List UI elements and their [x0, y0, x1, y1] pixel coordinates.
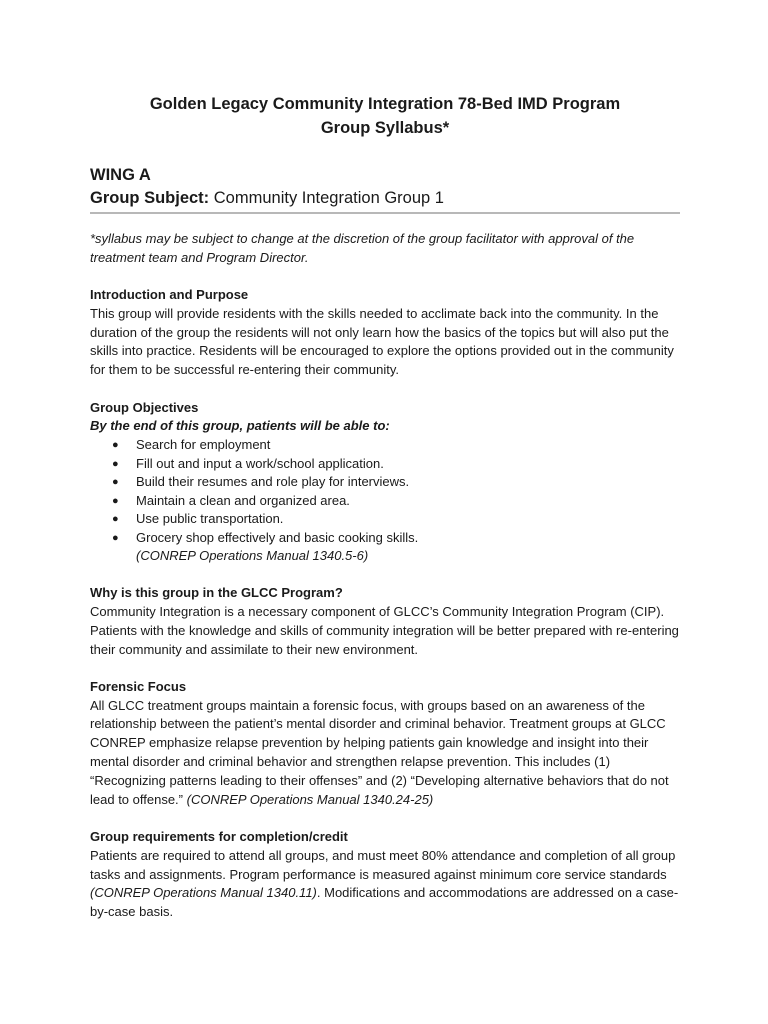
wing-label: WING A — [90, 166, 151, 184]
objectives-list — [90, 436, 680, 547]
objectives-heading: Group Objectives — [90, 399, 199, 415]
why-text: Community Integration is a necessary component of GLCC’s Community Integration Program (CIP). Patients with the knowledge and skills of community integration will be better prepared with re-entering their community and assimilate to their new environment. — [90, 603, 679, 657]
forensic-text — [90, 697, 680, 810]
list-item: ● Search for employment — [112, 436, 680, 455]
disclaimer-text: *syllabus may be subject to change at the discretion of the group facilitator with approval of the treatment team and Program Director. — [90, 231, 635, 265]
forensic-body: All GLCC treatment groups maintain a forensic focus, with groups based on an awareness of the relationship between the patient’s mental disorder and criminal behavior. Treatment groups at GLCC CONREP emphasize relapse prevention by helping patients gain knowledge and insight into their mental disorder and criminal behavior and strengthen relapse prevention. This includes (1) “Recognizing patterns leading to their offenses” and (2) “Developing alternative behaviors that do not lead to offense.” — [90, 697, 669, 807]
bullet-icon: ● — [112, 531, 119, 544]
list-item: ● Build their resumes and role play for interviews. — [112, 473, 680, 492]
group-subject — [90, 186, 680, 214]
syllabus-page — [90, 92, 680, 922]
list-item: ● Maintain a clean and organized area. — [112, 492, 680, 511]
bullet-icon: ● — [112, 494, 119, 507]
objectives-lead: By the end of this group, patients will be able to: — [90, 418, 390, 434]
why-heading: Why is this group in the GLCC Program? — [90, 585, 343, 601]
bullet-icon: ● — [112, 513, 119, 526]
list-item: ● Grocery shop effectively and basic cooking skills. — [112, 529, 680, 548]
requirements-tail: . Modifications and accommodations are addressed on a case-by-case basis. — [90, 885, 679, 920]
forensic-citation: (CONREP Operations Manual 1340.24-25) — [186, 791, 434, 807]
list-item: ● Use public transportation. — [112, 510, 680, 529]
group-subject-label: Group Subject: — [90, 189, 210, 207]
requirements-text — [90, 847, 680, 922]
requirements-heading: Group requirements for completion/credit — [90, 828, 348, 844]
title-line-1: Golden Legacy Community Integration 78-Bed IMD Program — [149, 95, 621, 113]
document-title — [90, 92, 680, 140]
list-item: ● Fill out and input a work/school application. — [112, 455, 680, 474]
group-subject-value: Community Integration Group 1 — [213, 189, 444, 207]
objectives-citation: (CONREP Operations Manual 1340.5-6) — [136, 548, 369, 564]
requirements-citation: (CONREP Operations Manual 1340.11) — [90, 885, 317, 901]
title-line-2: Group Syllabus* — [320, 119, 450, 137]
forensic-heading: Forensic Focus — [90, 678, 187, 694]
introduction-text: This group will provide residents with the skills needed to acclimate back into the community. In the duration of the group the residents will not only learn how the basics of the topics but will also put the skills into practice. Residents will be encouraged to explore the options provided out in the community for them to be successful re-entering their community. — [90, 305, 674, 378]
introduction-heading: Introduction and Purpose — [90, 287, 249, 303]
bullet-icon: ● — [112, 457, 119, 470]
bullet-icon: ● — [112, 439, 119, 452]
bullet-icon: ● — [112, 476, 119, 489]
requirements-body: Patients are required to attend all groups, and must meet 80% attendance and completion of all group tasks and assignments. Program performance is measured against minimum core service standards — [90, 847, 676, 882]
